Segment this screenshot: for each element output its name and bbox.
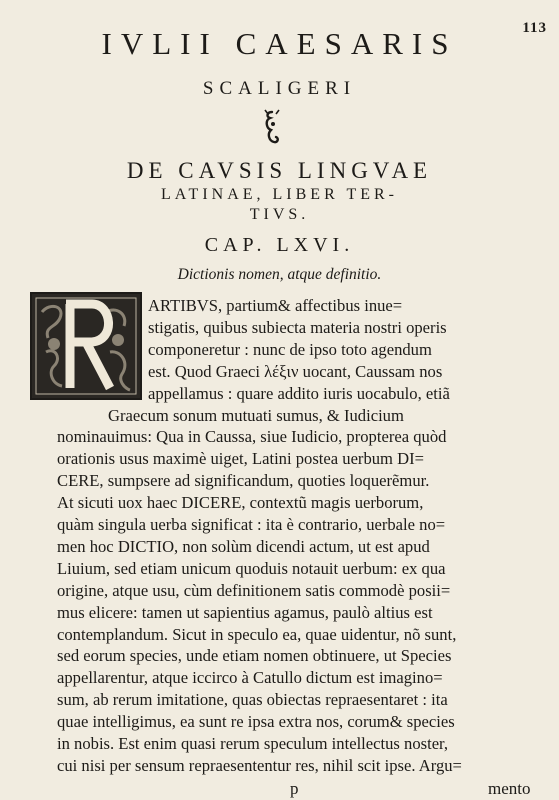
book-heading-line-3: TIVS.	[249, 206, 310, 223]
text-line: men hoc DICTIO, non solùm dicendi actum, ut est apud	[57, 536, 430, 556]
text-line: mus elicere: tamen ut sapientius agamus, paulò altius est	[57, 602, 433, 622]
page-number: 113	[522, 20, 547, 36]
book-heading-line-2: LATINAE, LIBER TER-	[160, 186, 398, 203]
text-line: At sicuti uox haec DICERE, contextũ magis uerborum,	[57, 493, 424, 513]
book-heading: DE CAVSIS LINGVAE	[126, 158, 433, 183]
text-line: sed eorum species, unde etiam nomen obtinuere, ut Species	[57, 646, 452, 666]
text-line: Liuium, sed etiam unicum quoduis notauit uerbum: ex qua	[57, 558, 446, 578]
text-line: appellarentur, atque iccirco à Catullo dictum est imagino=	[57, 668, 443, 688]
text-line: appellamus : quare addito iuris uocabulo, etiã	[148, 383, 450, 403]
text-line: quàm singula uerba significat : ita è contrario, uerbale no=	[57, 515, 446, 534]
text-line: stigatis, quibus subiecta materia nostri operis	[148, 317, 447, 337]
signature-mark: p	[290, 779, 299, 798]
text-line: nominauimus: Qua in Caussa, siue Iudicio, propterea quòd	[57, 427, 447, 447]
text-line: ARTIBVS, partium& affectibus inue=	[148, 296, 403, 315]
text-line: est. Quod Graeci λέξιν uocant, Caussam nos	[148, 361, 443, 381]
text-line: in nobis. Est enim quasi rerum speculum intellectus noster,	[57, 734, 449, 753]
text-line: origine, atque usu, cùm definitionem satis commodè posii=	[57, 580, 451, 600]
text-line: CERE, sumpsere ad significandum, quoties loquerẽmur.	[57, 471, 430, 491]
text-line: componeretur : nunc de ipso toto agendum	[148, 339, 432, 359]
author-title: IVLII CAESARIS	[101, 26, 458, 61]
author-subtitle: SCALIGERI	[202, 78, 357, 99]
text-line: orationis usus maximè uiget, Latini postea uerbum DI=	[57, 449, 424, 469]
catchword: mento	[488, 779, 531, 798]
text-line: cui nisi per sensum repraesententur res, nihil scit ipse. Argu=	[57, 755, 462, 775]
text-line: sum, ab rerum imitatione, quas obiectas repraesentaret : ita	[57, 690, 448, 710]
chapter-title: Dictionis nomen, atque definitio.	[177, 266, 382, 283]
chapter-number: CAP. LXVI.	[204, 234, 355, 256]
fleuron-ornament-icon	[257, 108, 287, 146]
decorated-initial-r-icon	[30, 292, 142, 400]
text-line: contemplandum. Sicut in speculo ea, quae uidentur, nõ sunt,	[57, 624, 457, 644]
text-line: quae intelligimus, ea sunt re ipsa extra nos, corum& species	[57, 712, 455, 732]
text-line: Graecum sonum mutuati sumus, & Iudicium	[108, 405, 404, 425]
